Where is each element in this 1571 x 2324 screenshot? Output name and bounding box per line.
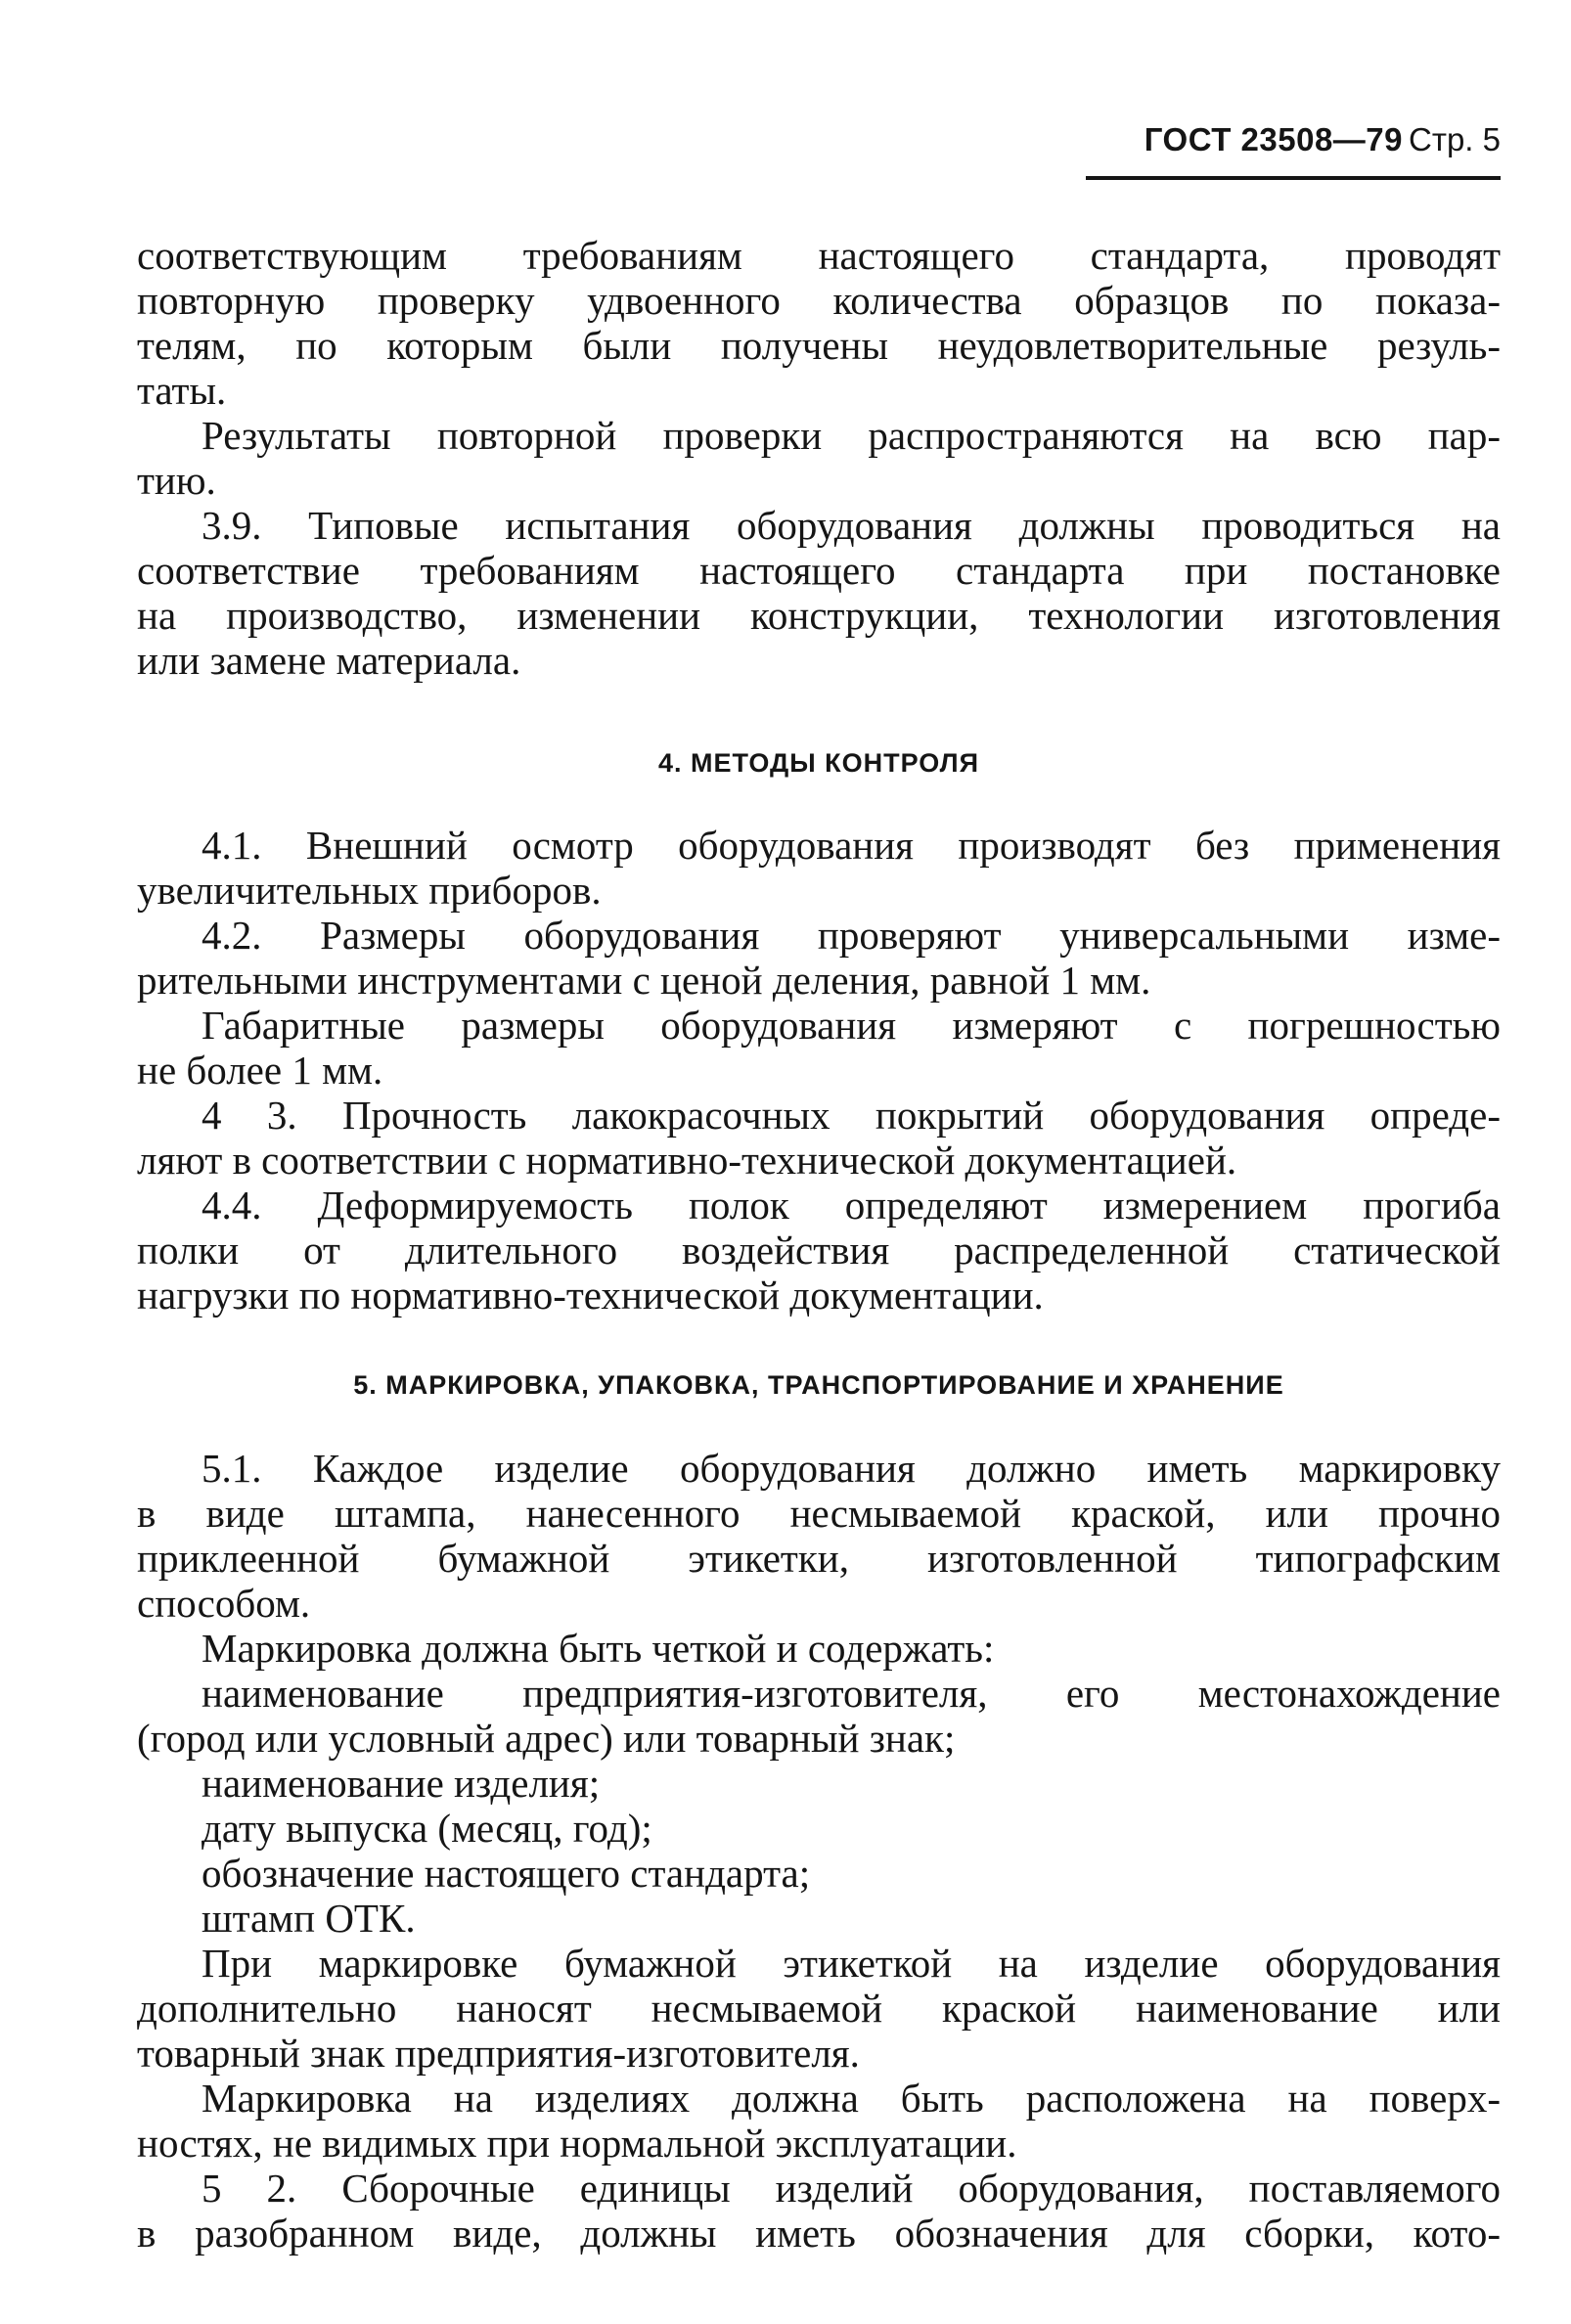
text-line: Габаритные размеры оборудования измеряют с погрешностью xyxy=(202,1003,1501,1048)
section-heading-4: 4. МЕТОДЫ КОНТРОЛЯ xyxy=(658,748,979,778)
text-line: товарный знак предприятия-изготовителя. xyxy=(137,2031,860,2076)
text-line: полки от длительного воздействия распределенной статической xyxy=(137,1228,1501,1273)
text-line: дополнительно наносят несмываемой краской наименование или xyxy=(137,1986,1501,2031)
text-line: При маркировке бумажной этикеткой на изделие оборудования xyxy=(202,1941,1501,1986)
text-line: на производство, изменении конструкции, технологии изготовления xyxy=(137,593,1501,638)
text-line: 4.2. Размеры оборудования проверяют универсальными изме- xyxy=(202,913,1501,958)
text-line: 4.1. Внешний осмотр оборудования производят без применения xyxy=(202,823,1501,868)
text-line: 5.1. Каждое изделие оборудования должно иметь маркировку xyxy=(202,1446,1501,1491)
text-line: телям, по которым были получены неудовлетворительные резуль- xyxy=(137,323,1501,368)
text-line: увеличительных приборов. xyxy=(137,868,602,913)
text-line: таты. xyxy=(137,368,227,413)
text-line: 4 3. Прочность лакокрасочных покрытий оборудования опреде- xyxy=(202,1093,1501,1138)
text-line: Маркировка должна быть четкой и содержать: xyxy=(202,1626,995,1671)
text-line: 4.4. Деформируемость полок определяют измерением прогиба xyxy=(202,1183,1501,1228)
page-number: Стр. 5 xyxy=(1409,121,1501,157)
standard-number: ГОСТ 23508—79 xyxy=(1144,121,1403,157)
header-rule xyxy=(1086,176,1501,180)
text-line: дату выпуска (месяц, год); xyxy=(202,1806,652,1851)
text-line: Маркировка на изделиях должна быть расположена на поверх- xyxy=(202,2076,1501,2121)
text-line: ностях, не видимых при нормальной эксплуатации. xyxy=(137,2121,1017,2166)
text-line: 5 2. Сборочные единицы изделий оборудования, поставляемого xyxy=(202,2166,1501,2211)
text-line: приклеенной бумажной этикетки, изготовленной типографским xyxy=(137,1536,1501,1581)
text-line: обозначение настоящего стандарта; xyxy=(202,1851,811,1896)
text-line: наименование изделия; xyxy=(202,1761,601,1806)
text-line: или замене материала. xyxy=(137,638,521,683)
text-line: повторную проверку удвоенного количества образцов по показа- xyxy=(137,278,1501,323)
text-line: соответствие требованиям настоящего стандарта при постановке xyxy=(137,548,1501,593)
text-line: ляют в соответствии с нормативно-технической документацией. xyxy=(137,1138,1237,1183)
text-line: Результаты повторной проверки распространяются на всю пар- xyxy=(202,413,1501,458)
text-line: в разобранном виде, должны иметь обозначения для сборки, кото- xyxy=(137,2211,1501,2256)
text-line: нагрузки по нормативно-технической документации. xyxy=(137,1273,1044,1318)
text-line: (город или условный адрес) или товарный знак; xyxy=(137,1716,956,1761)
text-line: наименование предприятия-изготовителя, его местонахождение xyxy=(202,1671,1501,1716)
text-line: штамп ОТК. xyxy=(202,1896,416,1941)
section-heading-5: 5. МАРКИРОВКА, УПАКОВКА, ТРАНСПОРТИРОВАНИЕ И ХРАНЕНИЕ xyxy=(353,1370,1284,1400)
text-line: в виде штампа, нанесенного несмываемой краской, или прочно xyxy=(137,1491,1501,1536)
text-line: 3.9. Типовые испытания оборудования должны проводиться на xyxy=(202,503,1501,548)
text-line: не более 1 мм. xyxy=(137,1048,383,1093)
text-line: соответствующим требованиям настоящего стандарта, проводят xyxy=(137,233,1501,278)
text-line: способом. xyxy=(137,1581,311,1626)
page-header xyxy=(1086,121,1501,184)
text-line: тию. xyxy=(137,458,216,503)
text-line: рительными инструментами с ценой деления, равной 1 мм. xyxy=(137,958,1151,1003)
